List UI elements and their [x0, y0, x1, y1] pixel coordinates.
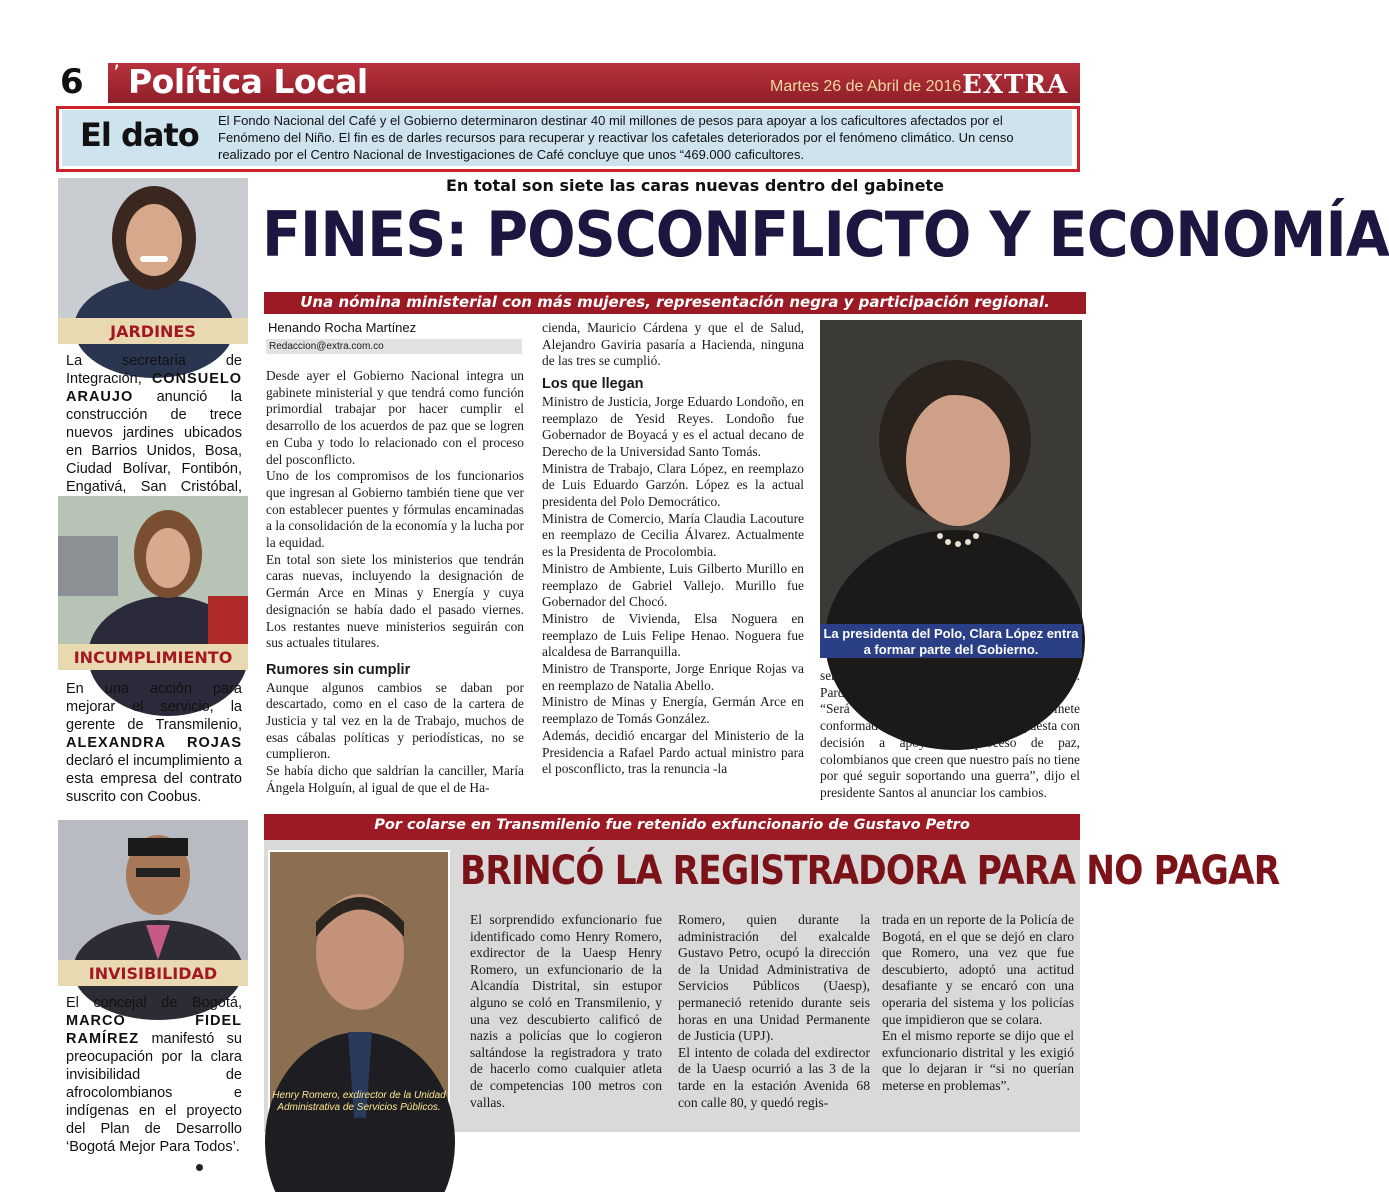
jardines-name: CONSUELO ARAUJO — [66, 371, 242, 405]
invisibilidad-text-post: manifestó su preocupación por la clara invisibilidad de afrocolombianos e indígenas en el proyecto del Plan de Desarrollo ‘Bogotá Mejor Para Todos’. — [66, 1031, 242, 1155]
paragraph: “Será el gabinete de la paz, un gabinete conformado por colombianos que le apuesta con decisión a apoyar el proceso de paz, colombianos que creen que nuestro país no tiene por qué seguir soportando una guerra”, dijo el presidente Santos al anunciar los cambios. — [820, 701, 1080, 800]
el-dato-text: El Fondo Nacional del Café y el Gobierno determinaron destinar 40 mil millones de pesos para apoyar a los caficultores afectados por el Fenómeno del Niño. El fin es de darles recursos para recuperar y reactivar los cafetales deteriorados por el fenómeno climático. Un censo realizado por el Centro Nacional de Investigaciones de Café concluye que unos “469.000 caficultores. — [218, 113, 1014, 162]
consuelo-araujo-photo — [58, 178, 248, 318]
paragraph: Ministro de Justicia, Jorge Eduardo Londoño, en reemplazo de Yesid Reyes. Londoño fue Gobernador de Boyacá y es el actual decano de Derecho de la Universidad Santo Tomás. — [542, 393, 804, 459]
paragraph: semana pasada- de María Lorena Gutiérrez. Pardo mantendrá los dos cargos. — [820, 668, 1080, 700]
second-article-column-3 — [882, 912, 1074, 1095]
masthead-logo: EXTRA — [962, 70, 1069, 100]
paragraph: Aunque algunos cambios se daban por descartado, como en el caso de la cartera de Justicia y tal vez en la de Trabajo, muchos de esas cábalas políticas y periodísticas, no se cumplieron. — [266, 679, 524, 762]
el-dato-label: El dato — [80, 116, 199, 154]
paragraph: Se había dicho que saldrían la canciller, María Ángela Holguín, al igual de que el de Ha- — [266, 763, 524, 795]
main-column-1 — [266, 368, 524, 797]
subheading: Rumores sin cumplir — [266, 661, 411, 678]
paragraph: Ministro de Ambiente, Luis Gilberto Murillo en reemplazo de Gabriel Vallejo. Murillo fue Gobernador del Chocó. — [542, 560, 804, 610]
paragraph: Ministro de Minas y Energía, Germán Arce en reemplazo de Tomás González. — [542, 694, 804, 727]
paragraph: En el mismo reporte se dijo que el exfuncionario distrital y les exigió que lo dejaran ir “si no querían meterse en problemas”. — [882, 1028, 1074, 1093]
invisibilidad-name: MARCO FIDEL RAMÍREZ — [66, 1013, 242, 1047]
second-article-headline: BRINCÓ LA REGISTRADORA PARA NO PAGAR — [460, 848, 1280, 894]
incumplimiento-text-pre: En una acción para mejorar el servicio, la gerente de Transmilenio, — [66, 681, 242, 733]
subheading: Los que llegan — [542, 376, 644, 393]
issue-date: Martes 26 de Abril de 2016 — [770, 78, 962, 95]
main-column-3 — [820, 668, 1080, 802]
paragraph: Uno de los compromisos de los funcionarios que ingresan al Gobierno también tiene que ver con establecer puentes y fórmulas encaminadas a la consolidación de la economía y la lucha por la equidad. — [266, 468, 524, 551]
paragraph: En total son siete los ministerios que tendrán caras nuevas, incluyendo la designación de Germán Arce en Minas y Energía y cuya designación se había dado el pasado viernes. Los restantes nueve ministerios seguirán con sus actuales titulares. — [266, 551, 524, 651]
clara-lopez-photo — [820, 320, 1082, 624]
second-article-kicker: Por colarse en Transmilenio fue retenido exfuncionario de Gustavo Petro — [374, 817, 970, 833]
main-kicker: En total son siete las caras nuevas dentro del gabinete — [446, 176, 944, 195]
main-column-2 — [542, 320, 804, 778]
alexandra-rojas-photo — [58, 496, 248, 644]
incumplimiento-text-post: declaró el incumplimiento a esta empresa del contrato suscrito con Coobus. — [66, 753, 242, 805]
paragraph: Ministra de Trabajo, Clara López, en reemplazo de Luis Eduardo Garzón. López es la actual presidenta del Polo Democrático. — [542, 460, 804, 510]
incumplimiento-text — [66, 680, 242, 806]
paragraph: Romero, quien durante la administración del exalcalde Gustavo Petro, ocupó la dirección de la Unidad Administrativa de Servicios Públicos (Uaesp), permaneció retenido durante seis horas en una Unidad Permanente de Justicia (UPJ). — [678, 912, 870, 1044]
second-article-column-2 — [678, 912, 870, 1111]
clara-photo-caption: La presidenta del Polo, Clara López entra a formar parte del Gobierno. — [820, 624, 1082, 658]
jardines-text-pre: La secretaria de Integración, — [66, 353, 242, 387]
main-subhead: Una nómina ministerial con más mujeres, representación negra y participación regional. — [300, 293, 1050, 311]
paragraph: cienda, Mauricio Cárdena y que el de Salud, Alejandro Gaviria pasaría a Hacienda, ninguna de las tres se cumplió. — [542, 320, 804, 369]
invisibilidad-text-pre: El concejal de Bogotá, — [66, 995, 242, 1011]
invisibilidad-title: INVISIBILIDAD — [88, 964, 218, 983]
paragraph: El sorprendido exfuncionario fue identificado como Henry Romero, exdirector de la Uaesp Henry Romero, un exfuncionario de la Alcandía Distrital, sin estupor alguno se coló en Transmilenio, y una vez descubierto calificó de nazis a policías que lo cogieron saltándose la registradora y trato de hacerlo como cualquier atleta de competencias 100 metros con vallas. — [470, 912, 662, 1110]
byline: Henando Rocha Martínez — [268, 320, 417, 335]
email-link[interactable]: Redaccion@extra.com.co — [266, 339, 522, 354]
invisibilidad-text — [66, 994, 242, 1156]
paragraph: Ministra de Comercio, María Claudia Lacouture en reemplazo de Cecilia Álvarez. Actualmente es la Presidenta de Procolombia. — [542, 510, 804, 560]
page-number: 6 — [60, 62, 84, 102]
paragraph: Desde ayer el Gobierno Nacional integra un gabinete ministerial y que tendrá como función primordial trabajar por hacer cumplir el desarrollo de los acuerdos de paz que se logren en Cuba y todo lo relacionado con el proceso del posconflicto. — [266, 368, 524, 467]
second-article-column-1 — [470, 912, 662, 1111]
main-headline: FINES: POSCONFLICTO Y ECONOMÍA — [262, 198, 1389, 271]
marco-fidel-ramirez-photo — [58, 820, 248, 960]
paragraph: Ministro de Transporte, Jorge Enrique Rojas va en reemplazo de Natalia Abello. — [542, 661, 804, 693]
paragraph: trada en un reporte de la Policía de Bogotá, en el que se dejó en claro que Romero, una vez que fue descubierto, adoptó una actitud desafiante y se encaró con una operaria del sistema y los policías que impidieron que se colara. — [882, 912, 1074, 1027]
paragraph: El intento de colada del exdirector de la Uaesp ocurrió a las 3 de la tarde en la estación Avenida 68 con calle 80, y quedó regis- — [678, 1044, 870, 1110]
jardines-text-post: anunció la construcción de trece nuevos jardines ubicados en Barrios Unidos, Bosa, Ciudad Bolívar, Fontibón, Engativá, San Cristóbal, — [66, 389, 242, 495]
incumplimiento-name: ALEXANDRA ROJAS — [66, 735, 242, 751]
section-mark: ’ — [113, 62, 120, 87]
jardines-title: JARDINES — [110, 322, 196, 341]
paragraph: Además, decidió encargar del Ministerio de la Presidencia a Rafael Pardo actual ministro para el posconflicto, tras la renuncia -la — [542, 727, 804, 777]
paragraph: Ministro de Vivienda, Elsa Noguera en reemplazo de Luis Felipe Henao. Noguera fue alcaldesa de Barranquilla. — [542, 610, 804, 660]
scan-speck — [196, 1164, 203, 1171]
incumplimiento-title: INCUMPLIMIENTO — [73, 648, 233, 667]
section-title: Política Local — [128, 62, 368, 101]
henry-photo-caption: Henry Romero, exdirector de la Unidad Administrativa de Servicios Públicos. — [272, 1090, 446, 1113]
henry-romero-photo — [268, 850, 450, 1120]
